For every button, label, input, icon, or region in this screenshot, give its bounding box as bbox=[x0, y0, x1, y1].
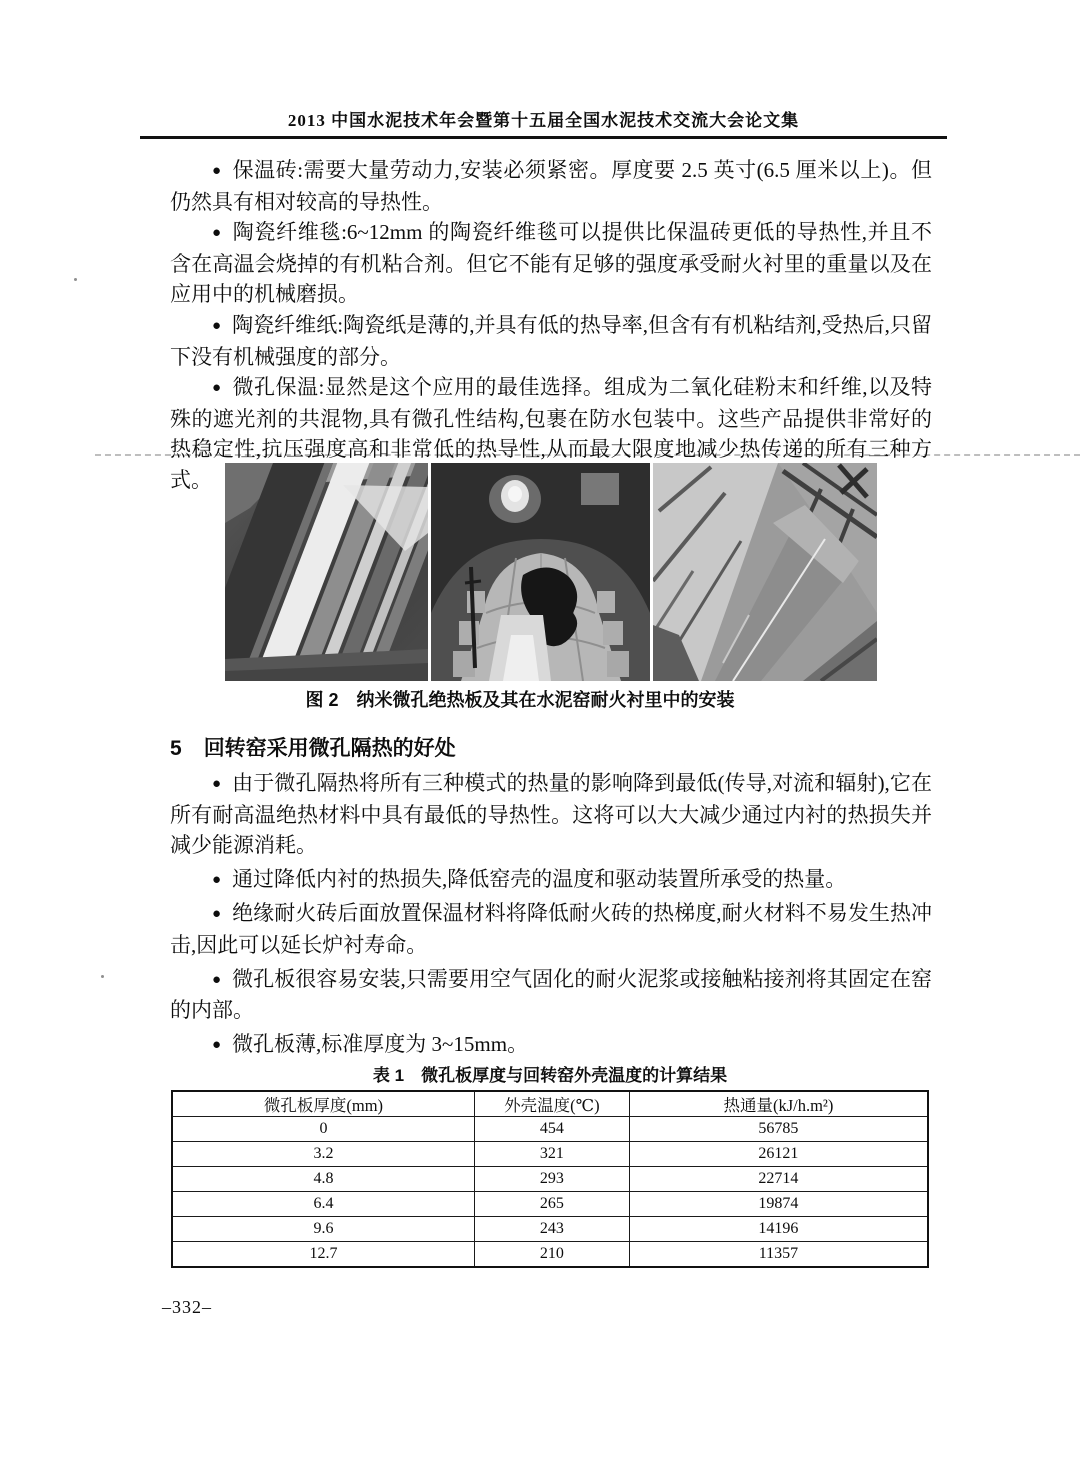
bullet-icon: ● bbox=[212, 906, 222, 923]
table-1 bbox=[171, 1090, 929, 1268]
bullet-paragraph bbox=[170, 898, 932, 960]
paragraph-text: 微孔板薄,标准厚度为 3~15mm。 bbox=[232, 1031, 529, 1056]
section-5 bbox=[170, 734, 932, 1063]
bullet-paragraph bbox=[170, 768, 932, 861]
paragraph-text: 绝缘耐火砖后面放置保温材料将降低耐火砖的热梯度,耐火材料不易发生热冲击,因此可以延长炉衬寿命。 bbox=[170, 901, 933, 957]
paragraph-text: 微孔保温:显然是这个应用的最佳选择。组成为二氧化硅粉末和纤维,以及特殊的遮光剂的共混物,具有微孔性结构,包裹在防水包装中。这些产品提供非常好的热稳定性,抗压强度高和非常低的热导性,从而最大限度地减少热传递的所有三种方式。 bbox=[170, 375, 932, 492]
table-cell: 14196 bbox=[629, 1217, 928, 1242]
microporous-insulation-panels-photo bbox=[225, 463, 428, 681]
table-cell: 26121 bbox=[629, 1142, 928, 1167]
table-header-row bbox=[172, 1091, 928, 1117]
paragraph-text: 微孔板很容易安装,只需要用空气固化的耐火泥浆或接触粘接剂将其固定在窑的内部。 bbox=[170, 966, 933, 1023]
table-cell: 22714 bbox=[629, 1167, 928, 1192]
materials-bullet-list bbox=[170, 155, 932, 496]
section-5-heading bbox=[170, 734, 932, 764]
paragraph-text: 陶瓷纤维纸:陶瓷纸是薄的,并具有低的热导率,但含有有机粘结剂,受热后,只留下没有机械强度的部分。 bbox=[170, 312, 932, 369]
figure-2-caption: 图 2 纳米微孔绝热板及其在水泥窑耐火衬里中的安装 bbox=[305, 690, 735, 710]
table-cell: 9.6 bbox=[172, 1217, 474, 1242]
table-cell: 19874 bbox=[629, 1192, 928, 1217]
table-cell: 210 bbox=[474, 1242, 629, 1268]
table-row bbox=[172, 1217, 928, 1242]
bullet-icon: ● bbox=[212, 1036, 222, 1053]
bullet-icon: ● bbox=[212, 971, 222, 988]
bullet-icon: ● bbox=[212, 776, 222, 792]
table-cell: 56785 bbox=[629, 1117, 928, 1142]
kiln-interior-installation-photo bbox=[431, 463, 650, 681]
table-cell: 243 bbox=[474, 1217, 629, 1242]
bullet-icon: ● bbox=[212, 380, 222, 397]
bullet-paragraph bbox=[170, 217, 932, 310]
header-divider bbox=[140, 136, 947, 139]
table-cell: 4.8 bbox=[172, 1167, 474, 1192]
table-cell: 11357 bbox=[629, 1242, 928, 1268]
paragraph-text: 陶瓷纤维毯:6~12mm 的陶瓷纤维毯可以提供比保温砖更低的导热性,并且不含在高温会烧掉的有机粘合剂。但它不能有足够的强度承受耐火衬里的重量以及在应用中的机械磨损。 bbox=[170, 220, 932, 307]
table-cell: 6.4 bbox=[172, 1192, 474, 1217]
refractory-brick-lining-photo bbox=[653, 463, 877, 681]
table-header-shell-temp: 外壳温度(℃) bbox=[474, 1091, 629, 1117]
paragraph-text: 通过降低内衬的热损失,降低窑壳的温度和驱动装置所承受的热量。 bbox=[232, 866, 847, 891]
bullet-icon: ● bbox=[212, 225, 222, 242]
bullet-paragraph bbox=[170, 964, 932, 1026]
bullet-icon: ● bbox=[212, 317, 222, 334]
table-row bbox=[172, 1192, 928, 1217]
table-row bbox=[172, 1117, 928, 1142]
bullet-icon: ● bbox=[212, 871, 222, 888]
scan-speck bbox=[101, 975, 104, 978]
table-1-caption: 表 1 微孔板厚度与回转窑外壳温度的计算结果 bbox=[372, 1066, 728, 1085]
table-cell: 265 bbox=[474, 1192, 629, 1217]
table-header-heat-flux: 热通量(kJ/h.m²) bbox=[629, 1091, 928, 1117]
table-row bbox=[172, 1167, 928, 1192]
paragraph-text: 保温砖:需要大量劳动力,安装必须紧密。厚度要 2.5 英寸(6.5 厘米以上)。但仍然具有相对较高的导热性。 bbox=[170, 158, 932, 214]
table-cell: 321 bbox=[474, 1142, 629, 1167]
table-row bbox=[172, 1242, 928, 1268]
bullet-paragraph bbox=[170, 155, 932, 217]
table-row bbox=[172, 1142, 928, 1167]
table-cell: 3.2 bbox=[172, 1142, 474, 1167]
section-title: 回转窑采用微孔隔热的好处 bbox=[203, 737, 456, 760]
bullet-paragraph bbox=[170, 1029, 932, 1061]
bullet-paragraph bbox=[170, 310, 932, 372]
figure-2-photos bbox=[225, 463, 877, 681]
scan-speck bbox=[74, 278, 77, 281]
page-number: –332– bbox=[162, 1297, 212, 1317]
page-header-title: 2013 中国水泥技术年会暨第十五届全国水泥技术交流大会论文集 bbox=[287, 111, 800, 130]
table-cell: 454 bbox=[474, 1117, 629, 1142]
table-cell: 12.7 bbox=[172, 1242, 474, 1268]
paragraph-text: 由于微孔隔热将所有三种模式的热量的影响降到最低(传导,对流和辐射),它在所有耐高温绝热材料中具有最低的导热性。这将可以大大减少通过内衬的热损失并减少能源消耗。 bbox=[170, 771, 933, 858]
table-cell: 0 bbox=[172, 1117, 474, 1142]
section-number: 5 bbox=[170, 737, 182, 760]
bullet-icon: ● bbox=[212, 163, 222, 179]
table-cell: 293 bbox=[474, 1167, 629, 1192]
table-header-thickness: 微孔板厚度(mm) bbox=[172, 1091, 474, 1117]
bullet-paragraph bbox=[170, 864, 932, 896]
